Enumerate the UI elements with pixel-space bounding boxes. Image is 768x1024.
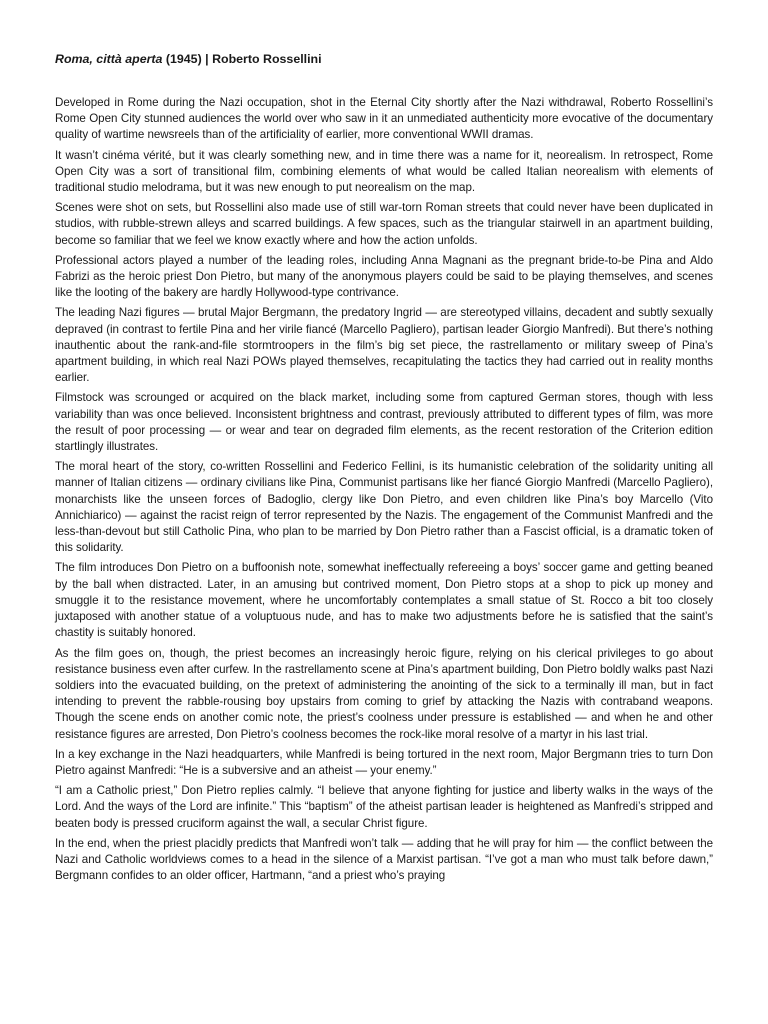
document-page xyxy=(55,50,713,888)
paragraph: Professional actors played a number of the leading roles, including Anna Magnani as the pregnant bride-to-be Pina and Aldo Fabrizi as the heroic priest Don Pietro, but many of the anonymous players could be said to be playing themselves, and scenes like the looting of the bakery are hardly Hollywood-type contrivance. xyxy=(55,253,713,300)
film-year: (1945) xyxy=(165,52,202,66)
paragraph: The moral heart of the story, co-written Rossellini and Federico Fellini, is its humanistic celebration of the solidarity uniting all manner of Italian citizens — ordinary civilians like Pina, Communist partisans like her fiancé Giorgio Manfredi (Marcello Pagliero), monarchists like the unseen forces of Badoglio, clergy like Don Pietro, and even children like Pina’s boy Marcello (Vito Annichiarico) — against the racist reign of terror represented by the Nazis. The engagement of the Communist Manfredi and the less-than-devout but still Catholic Pina, who plan to be married by Don Pietro rather than a Fascist official, is a dramatic token of this solidarity. xyxy=(55,460,713,555)
title-separator: | xyxy=(205,52,209,66)
paragraph: It wasn’t cinéma vérité, but it was clearly something new, and in time there was a name for it, neorealism. In retrospect, Rome Open City was a sort of transitional film, combining elements of what would be called Italian neorealism with elements of traditional studio melodrama, but it was new enough to put neorealism on the map. xyxy=(55,148,713,195)
paragraph: “I am a Catholic priest,” Don Pietro replies calmly. “I believe that anyone fighting for justice and liberty walks in the ways of the Lord. And the ways of the Lord are infinite.” This “baptism” of the atheist partisan leader is heightened as Manfredi’s stripped and beaten body is pressed cruciform against the wall, a secular Christ figure. xyxy=(55,784,713,830)
article-body xyxy=(55,95,713,884)
paragraph: In the end, when the priest placidly predicts that Manfredi won’t talk — adding that he will pray for him — the conflict between the Nazi and Catholic worldviews comes to a head in the silence of a Marxist partisan. “I’ve got a man who must talk before dawn,” Bergmann confides to an older officer, Hartmann, “and a priest who’s praying xyxy=(55,836,713,883)
paragraph: Scenes were shot on sets, but Rossellini also made use of still war-torn Roman streets that could never have been duplicated in studios, with rubble-strewn alleys and scarred buildings. A few spaces, such as the triangular stairwell in an apartment building, become so familiar that we feel we know exactly where and how the action unfolds. xyxy=(55,201,713,247)
page-title xyxy=(55,50,713,68)
paragraph: Filmstock was scrounged or acquired on the black market, including some from captured German stores, though with less variability than was once believed. Inconsistent brightness and contrast, previously attributed to different types of film, was more the result of poor processing — or wear and tear on degraded film elements, as the recent restoration of the Criterion edition startlingly illustrates. xyxy=(55,391,713,454)
film-title: Roma, città aperta xyxy=(55,52,163,66)
paragraph: As the film goes on, though, the priest becomes an increasingly heroic figure, relying on his clerical privileges to go about resistance business even after curfew. In the rastrellamento scene at Pina’s apartment building, Don Pietro boldly walks past Nazi soldiers into the evacuated building, on the pretext of administering the anointing of the sick to a terminally ill man, but in fact intending to prevent the rabble-rousing boy upstairs from coming to grief by attacking the Nazis with contraband weapons. Though the scene ends on another comic note, the priest’s coolness under pressure is established — and when he and other resistance figures are arrested, Don Pietro’s coolness becomes the rock-like moral resolve of a martyr in his last trial. xyxy=(55,646,713,741)
paragraph: In a key exchange in the Nazi headquarters, while Manfredi is being tortured in the next room, Major Bergmann tries to turn Don Pietro against Manfredi: “He is a subversive and an atheist — your enemy.” xyxy=(55,747,713,777)
paragraph: Developed in Rome during the Nazi occupation, shot in the Eternal City shortly after the Nazi withdrawal, Roberto Rossellini’s Rome Open City stunned audiences the world over who saw in it an unmediated authenticity more evocative of the documentary quality of wartime newsreels than of the artificiality of earlier, more conventional WWII dramas. xyxy=(55,96,713,142)
paragraph: The film introduces Don Pietro on a buffoonish note, somewhat ineffectually refereeing a boys’ soccer game and getting beaned by the ball when distracted. Later, in an amusing but contrived moment, Don Pietro stops at a shop to pick up money and smuggle it to the resistance movement, where he uncomfortably contemplates a small statue of St. Rocco a bit too closely juxtaposed with another statue of a voluptuous nude, and has to make two adjustments before he is satisfied that the saint’s chastity is suitably honored. xyxy=(55,561,713,640)
director-name: Roberto Rossellini xyxy=(212,52,322,66)
paragraph: The leading Nazi figures — brutal Major Bergmann, the predatory Ingrid — are stereotyped villains, decadent and subtly sexually depraved (in contrast to fertile Pina and her virile fiancé (Marcello Pagliero), partisan leader Giorgio Manfredi). But there’s nothing inauthentic about the rank-and-file stormtroopers in the film’s big set piece, the rastrellamento or military sweep of Pina’s apartment building, in which real Nazi POWs played themselves, recapitulating the tactics they had carried out in reality months earlier. xyxy=(55,306,713,385)
